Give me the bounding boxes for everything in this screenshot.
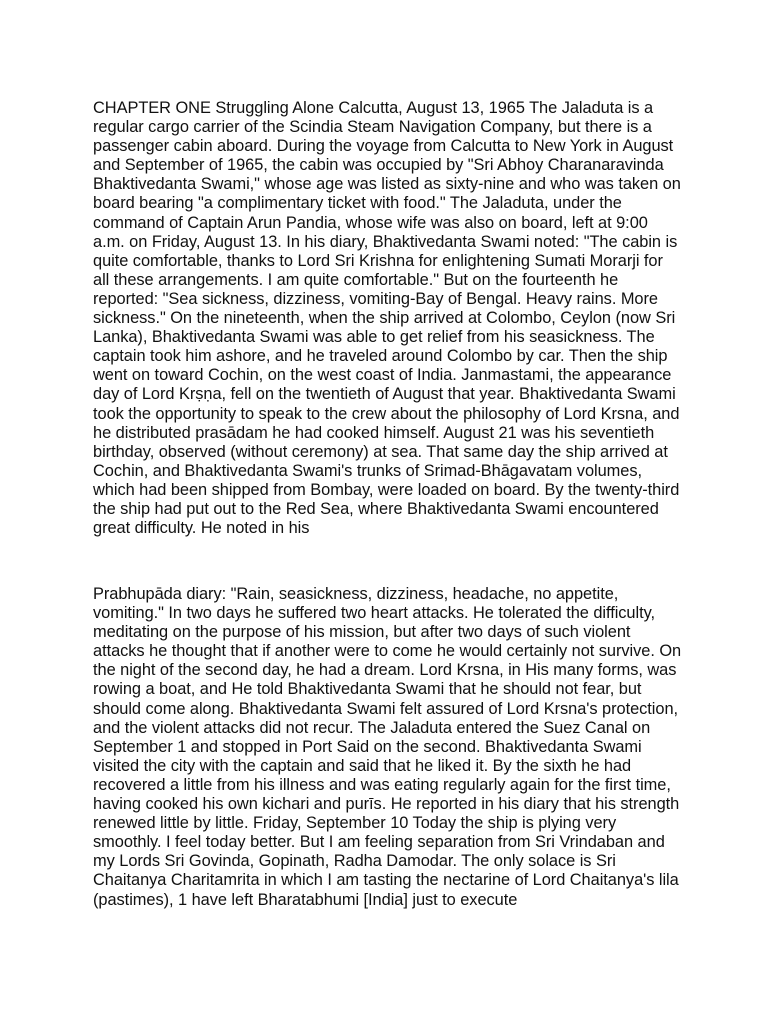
body-paragraph-1: CHAPTER ONE Struggling Alone Calcutta, August 13, 1965 The Jaladuta is a regular cargo carrier of the Scindia Steam Navigation Company, but there is a passenger cabin aboard. During the voyage from Calcutta to New York in August and September of 1965, the cabin was occupied by "Sri Abhoy Charanaravinda Bhaktivedanta Swami," whose age was listed as sixty-nine and who was taken on board bearing "a complimentary ticket with food." The Jaladuta, under the command of Captain Arun Pandia, whose wife was also on board, left at 9:00 a.m. on Friday, August 13. In his diary, Bhaktivedanta Swami noted: "The cabin is quite comfortable, thanks to Lord Sri Krishna for enlightening Sumati Morarji for all these arrangements. I am quite comfortable." But on the fourteenth he reported: "Sea sickness, dizziness, vomiting-Bay of Bengal. Heavy rains. More sickness." On the nineteenth, when the ship arrived at Colombo, Ceylon (now Sri Lanka), Bhaktivedanta Swami was able to get relief from his seasickness. The captain took him ashore, and he traveled around Colombo by car. Then the ship went on toward Cochin, on the west coast of India. Janmastami, the appearance day of Lord Krṣṇa, fell on the twentieth of August that year. Bhaktivedanta Swami took the opportunity to speak to the crew about the philosophy of Lord Krsna, and he distributed prasādam he had cooked himself. August 21 was his seventieth birthday, observed (without ceremony) at sea. That same day the ship arrived at Cochin, and Bhaktivedanta Swami's trunks of Srimad-Bhāgavatam volumes, which had been shipped from Bombay, were loaded on board. By the twenty-third the ship had put out to the Red Sea, where Bhaktivedanta Swami encountered great difficulty. He noted in his	[93, 99, 681, 538]
body-paragraph-2: Prabhupāda diary: "Rain, seasickness, dizziness, headache, no appetite, vomiting." In two days he suffered two heart attacks. He tolerated the difficulty, meditating on the purpose of his mission, but after two days of such violent attacks he thought that if another were to come he would certainly not survive. On the night of the second day, he had a dream. Lord Krsna, in His many forms, was rowing a boat, and He told Bhaktivedanta Swami that he should not fear, but should come along. Bhaktivedanta Swami felt assured of Lord Krsna's protection, and the violent attacks did not recur. The Jaladuta entered the Suez Canal on September 1 and stopped in Port Said on the second. Bhaktivedanta Swami visited the city with the captain and said that he liked it. By the sixth he had recovered a little from his illness and was eating regularly again for the first time, having cooked his own kichari and purīs. He reported in his diary that his strength renewed little by little. Friday, September 10 Today the ship is plying very smoothly. I feel today better. But I am feeling separation from Sri Vrindaban and my Lords Sri Govinda, Gopinath, Radha Damodar. The only solace is Sri Chaitanya Charitamrita in which I am tasting the nectarine of Lord Chaitanya's lila (pastimes), 1 have left Bharatabhumi [India] just to execute	[93, 585, 682, 909]
